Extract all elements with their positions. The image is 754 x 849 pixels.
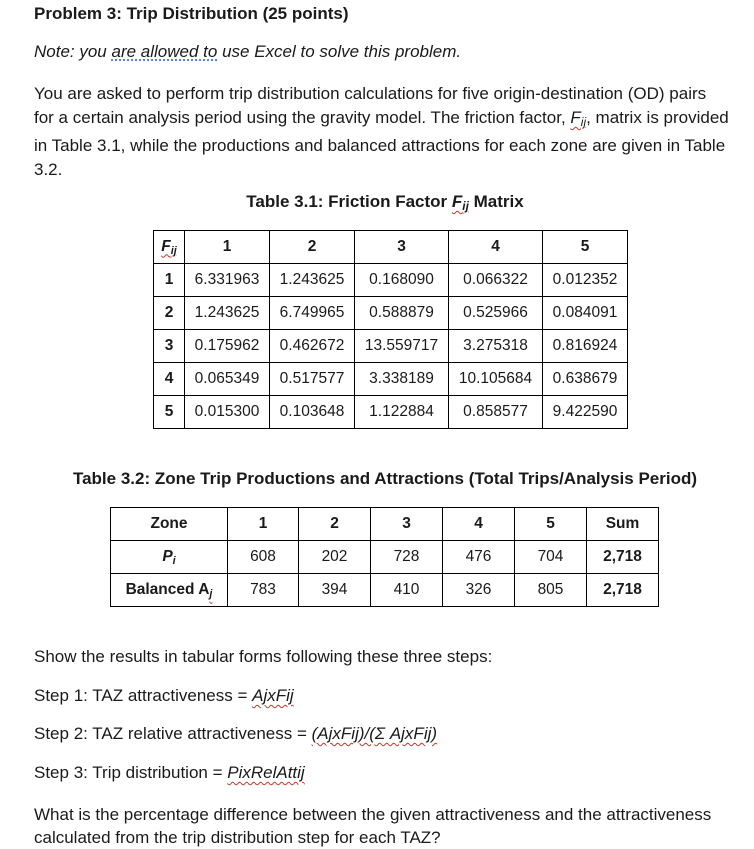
table-cell: 0.462672 bbox=[270, 330, 355, 363]
table-cell: 476 bbox=[443, 541, 515, 574]
table-cell: 0.175962 bbox=[185, 330, 270, 363]
intro-part1: You are asked to perform trip distribution calculations for five origin-destination (OD) pairs for a certain analysis period using the gravity model. The friction factor, bbox=[34, 84, 707, 127]
step-1: Step 1: TAZ attractiveness = AjxFij bbox=[34, 686, 294, 705]
col-header: 1 bbox=[228, 508, 299, 541]
table1-caption-symbol: $F_{ij}$ bbox=[451, 192, 469, 213]
row-header: 1 bbox=[154, 264, 185, 297]
note-line bbox=[34, 42, 461, 62]
col-header: Zone bbox=[111, 508, 228, 541]
table-row bbox=[111, 574, 659, 607]
col-header: 3 bbox=[371, 508, 443, 541]
table-cell: 410 bbox=[371, 574, 443, 607]
step1-formula: AjxFij bbox=[252, 686, 294, 705]
col-header: 2 bbox=[299, 508, 371, 541]
table-cell: 6.749965 bbox=[270, 297, 355, 330]
table-cell: 1.243625 bbox=[185, 297, 270, 330]
row-header: Balanced $A_j$ bbox=[111, 574, 228, 607]
table-cell: 0.084091 bbox=[543, 297, 628, 330]
table-cell: 704 bbox=[515, 541, 587, 574]
table-cell: 394 bbox=[299, 574, 371, 607]
sum-cell: 2,718 bbox=[587, 541, 659, 574]
table-cell: 6.331963 bbox=[185, 264, 270, 297]
row-header: $P_i$ bbox=[111, 541, 228, 574]
table-cell: 0.588879 bbox=[355, 297, 449, 330]
row-header: 4 bbox=[154, 363, 185, 396]
table-header-row bbox=[154, 231, 628, 264]
table-cell: 0.012352 bbox=[543, 264, 628, 297]
table-cell: 326 bbox=[443, 574, 515, 607]
table-cell: 608 bbox=[228, 541, 299, 574]
row-header: 3 bbox=[154, 330, 185, 363]
note-prefix: Note: you bbox=[34, 42, 112, 61]
table-cell: 783 bbox=[228, 574, 299, 607]
step2-formula: (AjxFij)/(Σ AjxFij) bbox=[311, 724, 438, 743]
step3-formula: PixRelAttij bbox=[227, 763, 305, 782]
col-header: 5 bbox=[543, 231, 628, 264]
table-cell: 805 bbox=[515, 574, 587, 607]
friction-symbol: $F_{ij}$ bbox=[570, 108, 587, 129]
table-cell: 0.858577 bbox=[449, 396, 543, 429]
col-header: 4 bbox=[443, 508, 515, 541]
table-cell: 0.816924 bbox=[543, 330, 628, 363]
row-header: 5 bbox=[154, 396, 185, 429]
col-header: 5 bbox=[515, 508, 587, 541]
intro-part2: , matrix is provided in Table 3.1, while the productions and balanced attractions for each zone are given in Table 3.2. bbox=[34, 108, 729, 179]
table-cell: 0.638679 bbox=[543, 363, 628, 396]
step-2: Step 2: TAZ relative attractiveness = (AjxFij)/(Σ AjxFij) bbox=[34, 724, 438, 743]
table-cell: 0.065349 bbox=[185, 363, 270, 396]
table-cell: 9.422590 bbox=[543, 396, 628, 429]
table1-caption: Table 3.1: Friction Factor $F_{ij}$ Matrix bbox=[246, 192, 524, 213]
note-suffix: use Excel to solve this problem. bbox=[217, 42, 462, 61]
sum-cell: 2,718 bbox=[587, 574, 659, 607]
col-header: 1 bbox=[185, 231, 270, 264]
col-header: 4 bbox=[449, 231, 543, 264]
table-cell: 3.275318 bbox=[449, 330, 543, 363]
table-cell: 0.103648 bbox=[270, 396, 355, 429]
productions-attractions-table bbox=[110, 507, 659, 607]
step-3: Step 3: Trip distribution = PixRelAttij bbox=[34, 763, 305, 782]
problem-heading: Problem 3: Trip Distribution (25 points) bbox=[34, 4, 349, 23]
row-header: 2 bbox=[154, 297, 185, 330]
table-cell: 0.525966 bbox=[449, 297, 543, 330]
table-row bbox=[154, 264, 628, 297]
table-cell: 3.338189 bbox=[355, 363, 449, 396]
table-cell: 0.517577 bbox=[270, 363, 355, 396]
table-cell: 0.015300 bbox=[185, 396, 270, 429]
table2-caption: Table 3.2: Zone Trip Productions and Attractions (Total Trips/Analysis Period) bbox=[72, 469, 698, 488]
table-row bbox=[154, 297, 628, 330]
table-cell: 1.243625 bbox=[270, 264, 355, 297]
question-text: What is the percentage difference between the given attractiveness and the attractiveness calculated from the trip distribution step for each TAZ? bbox=[34, 805, 712, 847]
table-header-row bbox=[111, 508, 659, 541]
table-row bbox=[154, 396, 628, 429]
intro-paragraph bbox=[34, 82, 730, 182]
col-header: 3 bbox=[355, 231, 449, 264]
table-cell: 1.122884 bbox=[355, 396, 449, 429]
corner-cell: $F_{ij}$ bbox=[154, 231, 185, 264]
table-row bbox=[154, 330, 628, 363]
friction-factor-table bbox=[153, 230, 628, 429]
table-cell: 0.066322 bbox=[449, 264, 543, 297]
table-row bbox=[111, 541, 659, 574]
col-header: Sum bbox=[587, 508, 659, 541]
note-underlined: are allowed to bbox=[111, 42, 218, 61]
table-cell: 13.559717 bbox=[355, 330, 449, 363]
table-row bbox=[154, 363, 628, 396]
table-cell: 202 bbox=[299, 541, 371, 574]
col-header: 2 bbox=[270, 231, 355, 264]
table-cell: 10.105684 bbox=[449, 363, 543, 396]
table-cell: 728 bbox=[371, 541, 443, 574]
steps-intro: Show the results in tabular forms following these three steps: bbox=[34, 647, 493, 666]
table-cell: 0.168090 bbox=[355, 264, 449, 297]
